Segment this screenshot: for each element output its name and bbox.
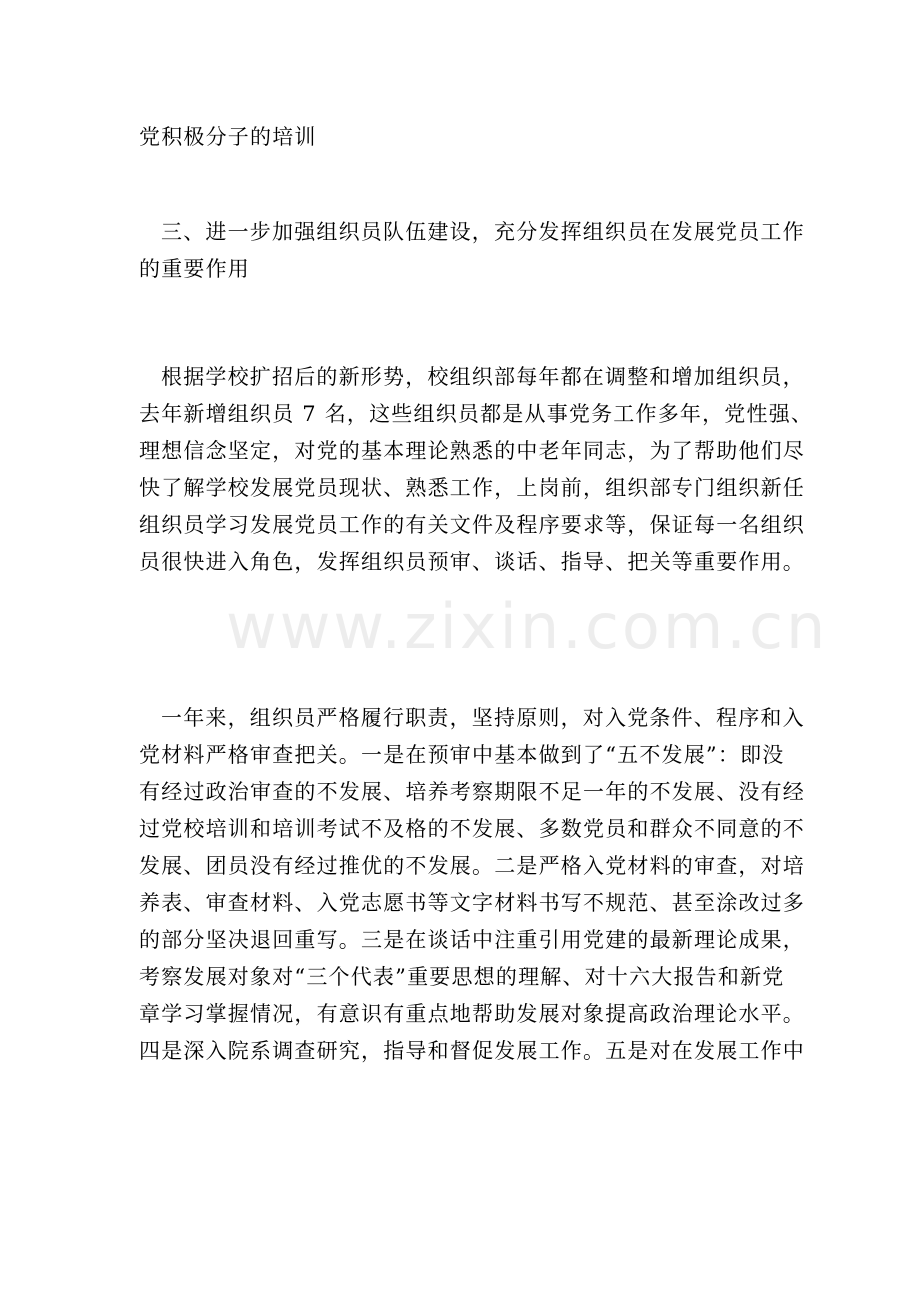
text-line: 的重要作用 (139, 257, 250, 281)
paragraph (139, 700, 805, 1070)
heading-fragment (139, 119, 781, 156)
paragraph (139, 359, 814, 581)
text-line: 快了解学校发展党员现状、熟悉工作，上岗前，组织部专门组织新任 (139, 476, 805, 500)
text-line: 一年来，组织员严格履行职责，坚持原则，对入党条件、程序和入 (161, 706, 805, 730)
text-line: 理想信念坚定，对党的基本理论熟悉的中老年同志，为了帮助他们尽 (139, 439, 805, 463)
text-line: 养表、审查材料、入党志愿书等文字材料书写不规范、甚至涂改过多 (139, 891, 805, 915)
text-line: 四是深入院系调查研究，指导和督促发展工作。五是对在发展工作中 (139, 1039, 805, 1063)
text-line: 根据学校扩招后的新形势，校组织部每年都在调整和增加组织员， (161, 365, 805, 389)
text-line: 党积极分子的培训 (139, 125, 317, 149)
section-title (139, 214, 805, 288)
text-line: 有经过政治审查的不发展、培养考察期限不足一年的不发展、没有经 (139, 780, 805, 804)
text-line: 组织员学习发展党员工作的有关文件及程序要求等，保证每一名组织 (139, 513, 805, 537)
text-line: 三、进一步加强组织员队伍建设，充分发挥组织员在发展党员工作 (161, 220, 805, 244)
text-line: 发展、团员没有经过推优的不发展。二是严格入党材料的审查，对培 (139, 854, 805, 878)
text-line: 章学习掌握情况，有意识有重点地帮助发展对象提高政治理论水平。 (139, 1002, 805, 1026)
watermark: www.zixin.com.cn (226, 590, 829, 663)
text-line: 过党校培训和培训考试不及格的不发展、多数党员和群众不同意的不 (139, 817, 805, 841)
text-line: 员很快进入角色，发挥组织员预审、谈话、指导、把关等重要作用。 (139, 550, 805, 574)
text-line: 考察发展对象对“三个代表”重要思想的理解、对十六大报告和新党 (139, 965, 785, 989)
text-line: 党材料严格审查把关。一是在预审中基本做到了“五不发展”：即没 (139, 743, 785, 767)
text-line: 的部分坚决退回重写。三是在谈话中注重引用党建的最新理论成果， (139, 928, 805, 952)
text-line: 去年新增组织员 7 名，这些组织员都是从事党务工作多年，党性强、 (139, 402, 814, 426)
